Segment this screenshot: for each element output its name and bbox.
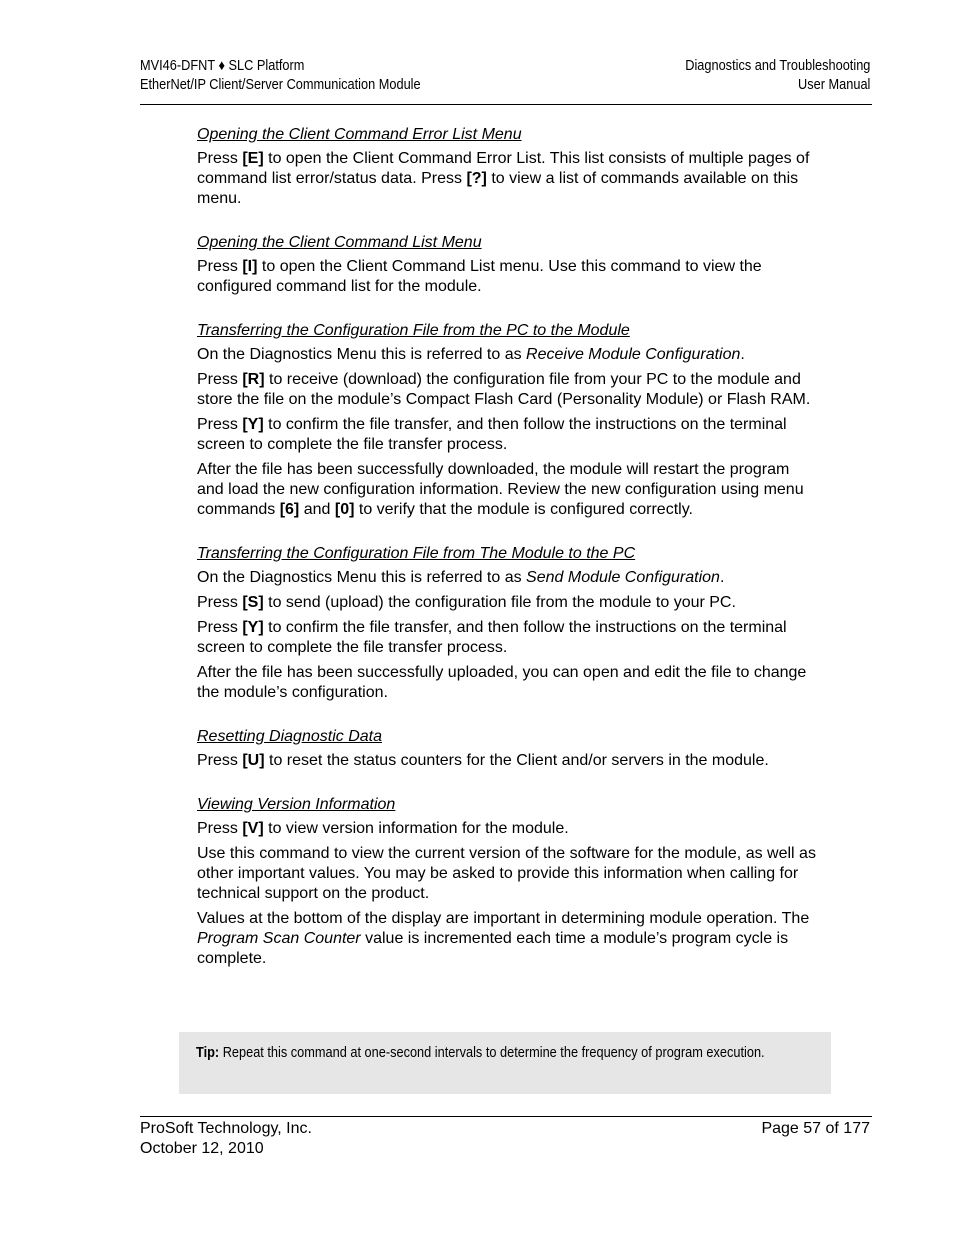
emphasis-text: Program Scan Counter	[197, 930, 361, 947]
section-spacer	[197, 776, 817, 795]
key-command: [U]	[242, 752, 265, 769]
text-run: to verify that the module is configured correctly.	[354, 501, 693, 518]
text-run: to open the Client Command Error List. This list consists of multiple pages of command list error/status data. Press	[197, 150, 810, 187]
tip-label: Tip:	[196, 1045, 220, 1061]
section-heading: Transferring the Configuration File from the PC to the Module	[197, 322, 630, 339]
text-run: Press	[197, 752, 243, 769]
text-run: .	[719, 569, 725, 586]
paragraph	[197, 257, 817, 297]
text-run: to view version information for the module.	[263, 820, 569, 837]
paragraph	[197, 370, 817, 410]
text-run: Use this command to view the current version of the software for the module, as well as other important values. You may be asked to provide this information when calling for technical support on the product.	[197, 845, 816, 902]
section-heading: Viewing Version Information	[197, 796, 396, 813]
text-run: .	[740, 346, 745, 363]
header-divider	[140, 104, 872, 105]
key-command: [R]	[242, 371, 265, 388]
text-run: Press	[197, 594, 243, 611]
text-run: to receive (download) the configuration file from your PC to the module and store the file on the module’s Compact Flash Card (Personality Module) or Flash RAM.	[197, 371, 811, 408]
paragraph	[197, 149, 817, 209]
text-run: to open the Client Command List menu. Use this command to view the configured command list for the module.	[197, 258, 762, 295]
header-product-line: MVI46-DFNT ♦ SLC Platform	[140, 58, 305, 74]
section	[197, 125, 817, 209]
text-run: After the file has been successfully downloaded, the module will restart the program and load the new configuration information. Review the new configuration using menu commands	[197, 461, 804, 518]
header-chapter-title: Diagnostics and Troubleshooting	[684, 58, 870, 74]
text-run: to view a list of commands available on this menu.	[197, 170, 799, 207]
footer-company: ProSoft Technology, Inc.	[140, 1120, 312, 1137]
text-run: Press	[197, 820, 243, 837]
emphasis-text: Send Module Configuration	[526, 569, 720, 586]
section-spacer	[197, 214, 817, 233]
text-run: Press	[197, 371, 243, 388]
section	[197, 544, 817, 703]
section	[197, 795, 817, 969]
section-spacer	[197, 525, 817, 544]
paragraph	[197, 844, 817, 904]
text-run: Press	[197, 416, 243, 433]
paragraph	[197, 460, 817, 520]
section-heading: Transferring the Configuration File from The Module to the PC	[197, 545, 636, 562]
text-run: Values at the bottom of the display are important in determining module operation. The	[197, 910, 810, 927]
section	[197, 727, 817, 771]
footer-page-number: Page 57 of 177	[761, 1120, 870, 1137]
section	[197, 321, 817, 520]
key-command: [V]	[242, 820, 264, 837]
section-spacer	[197, 708, 817, 727]
page-footer-left	[140, 1119, 312, 1159]
emphasis-text: Receive Module Configuration	[526, 346, 741, 363]
key-command: [E]	[242, 150, 264, 167]
tip-text	[196, 1044, 812, 1063]
paragraph	[197, 568, 817, 588]
key-command: [Y]	[242, 619, 264, 636]
tip-box	[179, 1032, 831, 1094]
section	[197, 233, 817, 297]
header-module-name: EtherNet/IP Client/Server Communication Module	[140, 77, 421, 93]
tip-body: Repeat this command at one-second intervals to determine the frequency of program execution.	[219, 1045, 765, 1061]
key-command: [0]	[334, 501, 355, 518]
page-footer-right	[761, 1119, 870, 1139]
paragraph	[197, 593, 817, 613]
paragraph	[197, 751, 817, 771]
paragraph	[197, 618, 817, 658]
text-run: Press	[197, 258, 243, 275]
header-doc-type: User Manual	[797, 77, 870, 93]
text-run: value is incremented each time a module’s program cycle is complete.	[197, 930, 789, 967]
text-run: Press	[197, 150, 243, 167]
page-header-left	[140, 57, 421, 95]
text-run: On the Diagnostics Menu this is referred to as	[197, 569, 527, 586]
page-header-right	[685, 57, 870, 95]
paragraph	[197, 909, 817, 969]
paragraph	[197, 345, 817, 365]
text-run: to confirm the file transfer, and then follow the instructions on the terminal screen to complete the file transfer process.	[197, 416, 787, 453]
paragraph	[197, 415, 817, 455]
section-heading: Resetting Diagnostic Data	[197, 728, 382, 745]
text-run: On the Diagnostics Menu this is referred to as	[197, 346, 527, 363]
footer-date: October 12, 2010	[140, 1140, 264, 1157]
section-heading: Opening the Client Command List Menu	[197, 234, 482, 251]
key-command: [I]	[242, 258, 258, 275]
paragraph	[197, 819, 817, 839]
text-run: to reset the status counters for the Client and/or servers in the module.	[264, 752, 769, 769]
section-spacer	[197, 302, 817, 321]
text-run: to confirm the file transfer, and then follow the instructions on the terminal screen to complete the file transfer process.	[197, 619, 787, 656]
text-run: After the file has been successfully uploaded, you can open and edit the file to change the module’s configuration.	[197, 664, 807, 701]
document-body	[197, 125, 817, 974]
key-command: [?]	[466, 170, 487, 187]
footer-divider	[140, 1116, 872, 1117]
key-command: [S]	[242, 594, 264, 611]
key-command: [Y]	[242, 416, 264, 433]
text-run: Press	[197, 619, 243, 636]
text-run: to send (upload) the configuration file from the module to your PC.	[263, 594, 736, 611]
section-heading: Opening the Client Command Error List Menu	[197, 126, 522, 143]
key-command: [6]	[279, 501, 300, 518]
text-run: and	[299, 501, 335, 518]
paragraph	[197, 663, 817, 703]
